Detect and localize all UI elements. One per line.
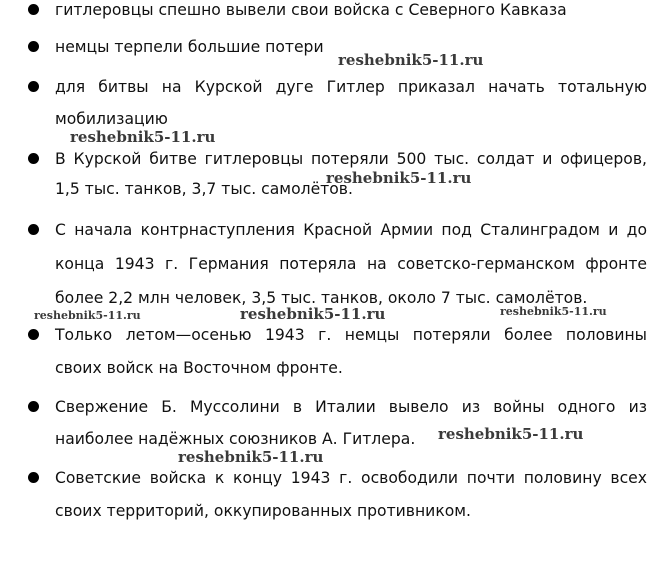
bullet-icon: [28, 224, 39, 235]
list-item-text: Советские войска к концу 1943 г. освободили почти половину всех: [55, 469, 647, 487]
watermark: reshebnik5-11.ru: [326, 169, 472, 187]
list-item-text: немцы терпели большие потери: [55, 38, 324, 56]
list-item-text: наиболее надёжных союзников А. Гитлера.: [55, 430, 416, 448]
watermark: reshebnik5-11.ru: [500, 305, 607, 318]
bullet-icon: [28, 329, 39, 340]
bullet-icon: [28, 401, 39, 412]
bullet-icon: [28, 472, 39, 483]
list-item-text: более 2,2 млн человек, 3,5 тыс. танков, около 7 тыс. самолётов.: [55, 289, 588, 307]
bullet-icon: [28, 81, 39, 92]
watermark: reshebnik5-11.ru: [240, 305, 386, 323]
watermark: reshebnik5-11.ru: [34, 309, 141, 322]
list-item-text: для битвы на Курской дуге Гитлер приказал начать тотальную: [55, 78, 647, 96]
watermark: reshebnik5-11.ru: [438, 425, 584, 443]
watermark: reshebnik5-11.ru: [338, 51, 484, 69]
list-item-text: мобилизацию: [55, 110, 168, 128]
bullet-icon: [28, 153, 39, 164]
list-item-text: своих войск на Восточном фронте.: [55, 359, 343, 377]
bullet-icon: [28, 4, 39, 15]
bullet-icon: [28, 41, 39, 52]
watermark: reshebnik5-11.ru: [178, 448, 324, 466]
list-item-text: конца 1943 г. Германия потеряла на советско-германском фронте: [55, 255, 647, 273]
list-item-text: С начала контрнаступления Красной Армии под Сталинградом и до: [55, 221, 647, 239]
list-item-text: своих территорий, оккупированных противником.: [55, 502, 471, 520]
list-item-text: В Курской битве гитлеровцы потеряли 500 тыс. солдат и офицеров,: [55, 150, 647, 168]
list-item-text: гитлеровцы спешно вывели свои войска с Северного Кавказа: [55, 1, 567, 19]
list-item-text: Свержение Б. Муссолини в Италии вывело из войны одного из: [55, 398, 647, 416]
watermark: reshebnik5-11.ru: [70, 128, 216, 146]
list-item-text: Только летом—осенью 1943 г. немцы потеряли более половины: [55, 326, 647, 344]
list-item-text: 1,5 тыс. танков, 3,7 тыс. самолётов.: [55, 180, 353, 198]
